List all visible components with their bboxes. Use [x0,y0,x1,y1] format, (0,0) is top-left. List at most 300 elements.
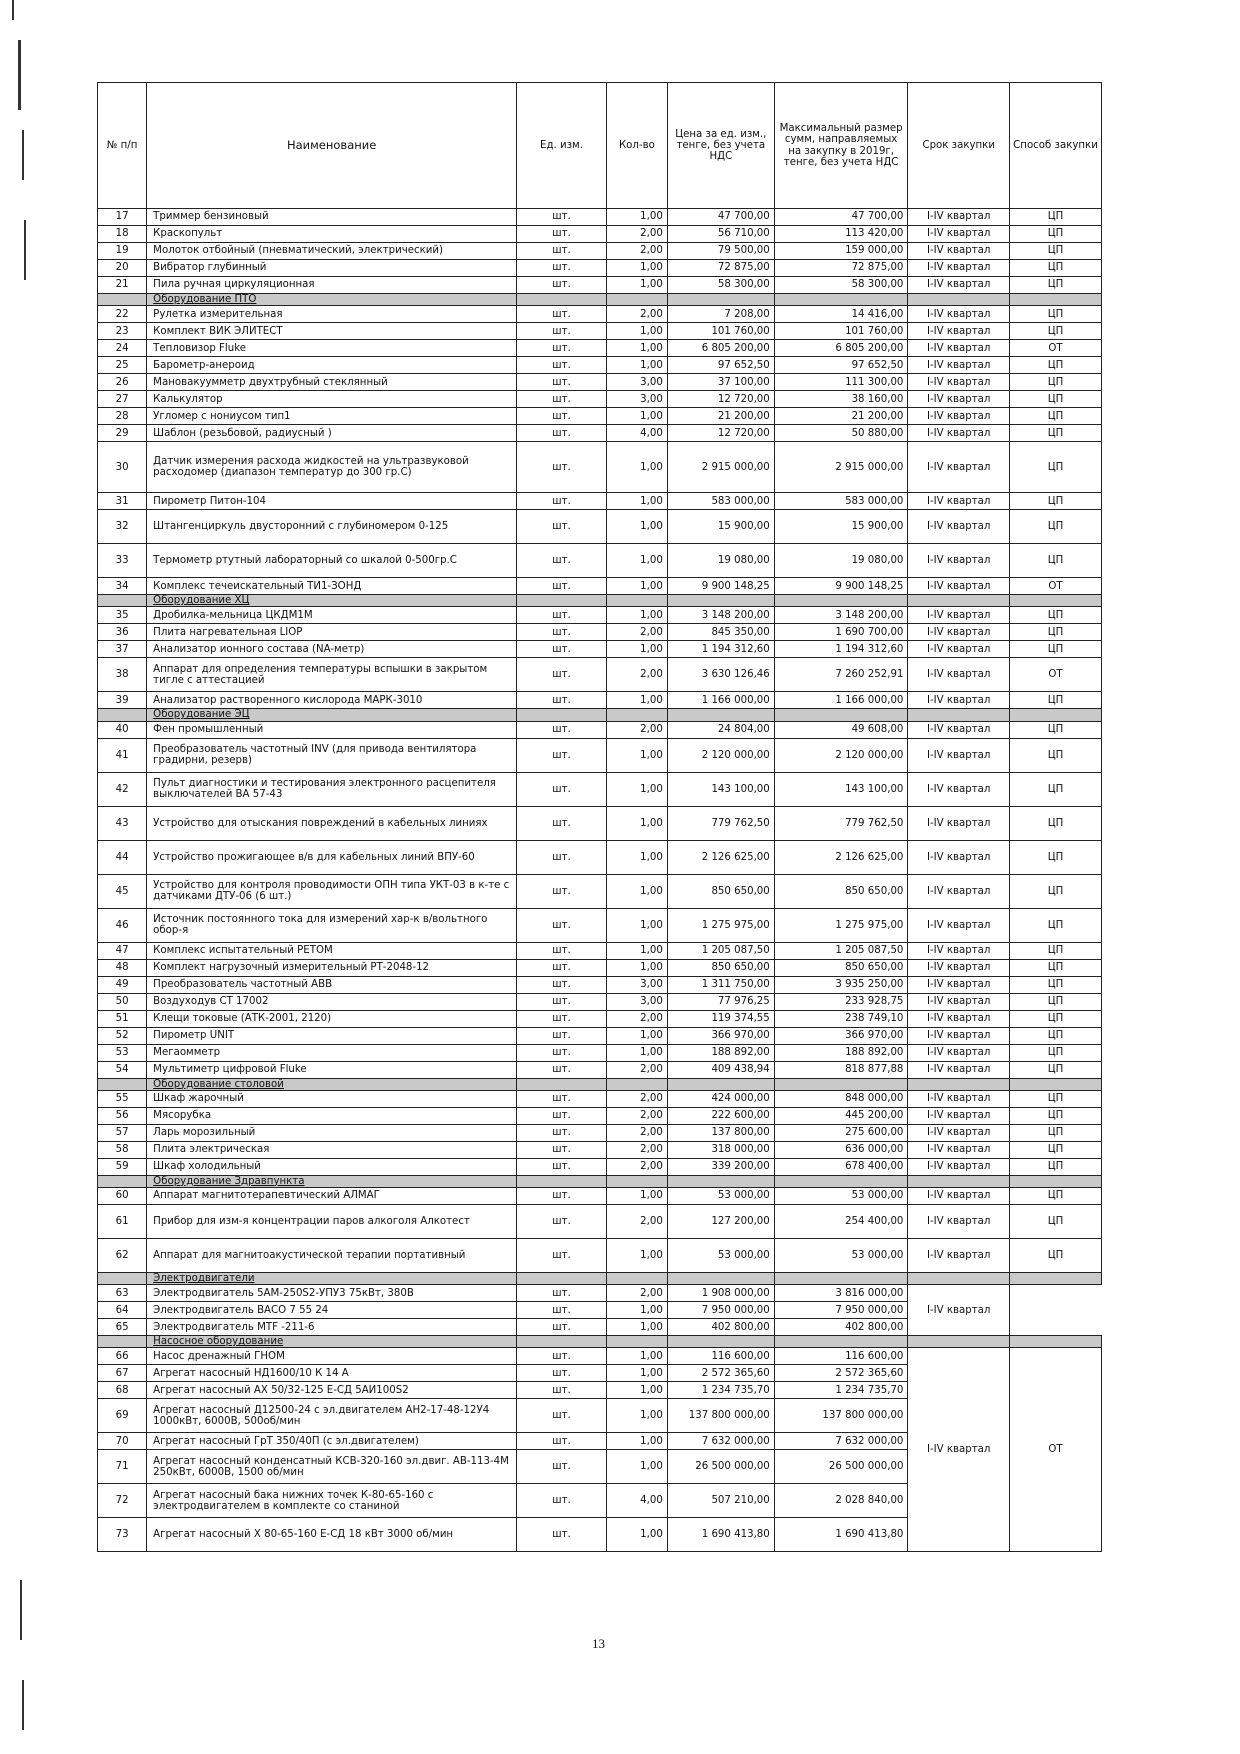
cell-unit: шт. [517,624,607,641]
cell-name: Аппарат для магнитоакустической терапии портативный [147,1239,517,1273]
cell-qty: 1,00 [606,323,667,340]
section-cell [667,595,774,607]
cell-total: 26 500 000,00 [774,1450,908,1484]
section-row [98,1078,1102,1090]
cell-unit: шт. [517,277,607,294]
cell-num: 46 [98,908,147,942]
section-cell [774,1078,908,1090]
cell-method: ЦП [1009,806,1101,840]
cell-unit: шт. [517,840,607,874]
cell-qty: 1,00 [606,493,667,510]
cell-method: ЦП [1009,510,1101,544]
cell-method: ЦП [1009,493,1101,510]
cell-price: 12 720,00 [667,391,774,408]
cell-period: I-IV квартал [908,806,1010,840]
cell-num: 73 [98,1518,147,1552]
cell-price: 507 210,00 [667,1484,774,1518]
cell-name: Датчик измерения расхода жидкостей на ультразвуковой расходомер (диапазон температур до 300 гр.С) [147,442,517,493]
cell-method: ЦП [1009,1188,1101,1205]
table-row [98,1090,1102,1107]
section-cell [517,1336,607,1348]
cell-num: 22 [98,306,147,323]
cell-qty: 2,00 [606,1107,667,1124]
cell-unit: шт. [517,908,607,942]
cell-name: Барометр-анероид [147,357,517,374]
section-cell [774,709,908,721]
cell-num: 25 [98,357,147,374]
cell-name: Вибратор глубинный [147,260,517,277]
section-cell [667,1175,774,1187]
header-price: Цена за ед. изм., тенге, без учета НДС [667,83,774,209]
cell-price: 1 275 975,00 [667,908,774,942]
cell-name: Угломер с нониусом тип1 [147,408,517,425]
cell-method: ЦП [1009,1010,1101,1027]
cell-method: ЦП [1009,942,1101,959]
cell-qty: 1,00 [606,510,667,544]
merged-method-pumps: ОТ [1009,1348,1101,1552]
cell-num: 19 [98,243,147,260]
cell-qty: 2,00 [606,226,667,243]
cell-unit: шт. [517,874,607,908]
cell-total: 2 572 365,60 [774,1365,908,1382]
cell-total: 1 690 700,00 [774,624,908,641]
cell-name: Пульт диагностики и тестирования электронного расцепителя выключателей ВА 57-43 [147,772,517,806]
cell-period: I-IV квартал [908,1188,1010,1205]
cell-qty: 1,00 [606,959,667,976]
cell-unit: шт. [517,493,607,510]
cell-total: 1 690 413,80 [774,1518,908,1552]
cell-method: ЦП [1009,908,1101,942]
table-row [98,1141,1102,1158]
cell-unit: шт. [517,1319,607,1336]
cell-method: ЦП [1009,323,1101,340]
section-cell [606,709,667,721]
cell-period: I-IV квартал [908,544,1010,578]
cell-total: 233 928,75 [774,993,908,1010]
cell-period: I-IV квартал [908,260,1010,277]
cell-qty: 2,00 [606,721,667,738]
cell-num: 40 [98,721,147,738]
cell-unit: шт. [517,1188,607,1205]
cell-qty: 1,00 [606,277,667,294]
section-cell [606,1175,667,1187]
cell-total: 6 805 200,00 [774,340,908,357]
cell-total: 1 194 312,60 [774,641,908,658]
cell-period: I-IV квартал [908,874,1010,908]
cell-price: 339 200,00 [667,1158,774,1175]
cell-total: 9 900 148,25 [774,578,908,595]
table-row [98,442,1102,493]
cell-unit: шт. [517,1010,607,1027]
cell-total: 238 749,10 [774,1010,908,1027]
section-cell [98,1273,147,1285]
section-row [98,709,1102,721]
section-title: Оборудование столовой [147,1078,517,1090]
scan-margin-mark [18,40,21,110]
cell-num: 33 [98,544,147,578]
cell-unit: шт. [517,1484,607,1518]
table-row [98,340,1102,357]
cell-num: 68 [98,1382,147,1399]
table-row [98,544,1102,578]
cell-num: 58 [98,1141,147,1158]
merged-period-motors: I-IV квартал [908,1285,1010,1336]
cell-qty: 1,00 [606,1518,667,1552]
cell-price: 583 000,00 [667,493,774,510]
table-row [98,1348,1102,1365]
cell-num: 60 [98,1188,147,1205]
cell-qty: 1,00 [606,1044,667,1061]
cell-price: 101 760,00 [667,323,774,340]
cell-name: Краскопульт [147,226,517,243]
cell-unit: шт. [517,641,607,658]
section-cell [908,1078,1010,1090]
cell-price: 7 632 000,00 [667,1433,774,1450]
header-qty: Кол-во [606,83,667,209]
cell-method: ЦП [1009,277,1101,294]
cell-method: ЦП [1009,408,1101,425]
table-header-row [98,83,1102,209]
cell-price: 77 976,25 [667,993,774,1010]
cell-method: ЦП [1009,607,1101,624]
cell-period: I-IV квартал [908,908,1010,942]
table-row [98,510,1102,544]
cell-unit: шт. [517,425,607,442]
cell-price: 58 300,00 [667,277,774,294]
cell-qty: 1,00 [606,908,667,942]
scan-margin-mark [20,1580,22,1640]
cell-name: Источник постоянного тока для измерений хар-к в/вольтного обор-я [147,908,517,942]
cell-period: I-IV квартал [908,226,1010,243]
cell-period: I-IV квартал [908,1239,1010,1273]
cell-num: 64 [98,1302,147,1319]
cell-qty: 1,00 [606,260,667,277]
cell-price: 2 915 000,00 [667,442,774,493]
cell-total: 1 275 975,00 [774,908,908,942]
table-row [98,226,1102,243]
cell-num: 36 [98,624,147,641]
cell-num: 23 [98,323,147,340]
cell-num: 52 [98,1027,147,1044]
cell-num: 39 [98,692,147,709]
cell-num: 54 [98,1061,147,1078]
cell-total: 47 700,00 [774,209,908,226]
section-cell [98,1175,147,1187]
cell-total: 38 160,00 [774,391,908,408]
cell-unit: шт. [517,1399,607,1433]
cell-price: 1 166 000,00 [667,692,774,709]
table-row [98,908,1102,942]
table-row [98,607,1102,624]
cell-period: I-IV квартал [908,1107,1010,1124]
cell-name: Агрегат насосный ГрТ 350/40П (с эл.двигателем) [147,1433,517,1450]
section-title: Оборудование ПТО [147,294,517,306]
table-row [98,1044,1102,1061]
cell-num: 42 [98,772,147,806]
section-cell [908,709,1010,721]
table-row [98,306,1102,323]
cell-unit: шт. [517,806,607,840]
cell-unit: шт. [517,578,607,595]
cell-name: Комплект нагрузочный измерительный РТ-2048-12 [147,959,517,976]
cell-price: 222 600,00 [667,1107,774,1124]
section-title: Оборудование Здравпункта [147,1175,517,1187]
cell-total: 2 028 840,00 [774,1484,908,1518]
cell-unit: шт. [517,374,607,391]
cell-total: 1 166 000,00 [774,692,908,709]
cell-name: Плита нагревательная LIOP [147,624,517,641]
cell-name: Электродвигатель ВАСО 7 55 24 [147,1302,517,1319]
section-cell [667,709,774,721]
scan-margin-mark [12,0,14,20]
cell-unit: шт. [517,442,607,493]
cell-method: ЦП [1009,624,1101,641]
cell-method: ЦП [1009,976,1101,993]
section-cell [606,294,667,306]
cell-unit: шт. [517,306,607,323]
cell-method: ЦП [1009,209,1101,226]
cell-unit: шт. [517,544,607,578]
table-row [98,374,1102,391]
cell-num: 30 [98,442,147,493]
cell-total: 3 816 000,00 [774,1285,908,1302]
section-title: Насосное оборудование [147,1336,517,1348]
cell-price: 2 120 000,00 [667,738,774,772]
cell-price: 402 800,00 [667,1319,774,1336]
cell-qty: 1,00 [606,544,667,578]
cell-num: 45 [98,874,147,908]
cell-total: 53 000,00 [774,1239,908,1273]
cell-num: 34 [98,578,147,595]
cell-name: Комплект ВИК ЭЛИТЕСТ [147,323,517,340]
procurement-table [97,82,1102,1552]
cell-unit: шт. [517,1433,607,1450]
table-row [98,408,1102,425]
header-total: Максимальный размер сумм, направляемых на закупку в 2019г, тенге, без учета НДС [774,83,908,209]
cell-period: I-IV квартал [908,840,1010,874]
header-num: № п/п [98,83,147,209]
document-page [97,82,1102,1552]
cell-total: 850 650,00 [774,874,908,908]
cell-period: I-IV квартал [908,578,1010,595]
cell-price: 845 350,00 [667,624,774,641]
cell-price: 1 234 735,70 [667,1382,774,1399]
cell-num: 56 [98,1107,147,1124]
cell-num: 38 [98,658,147,692]
cell-period: I-IV квартал [908,1027,1010,1044]
cell-num: 50 [98,993,147,1010]
cell-period: I-IV квартал [908,425,1010,442]
cell-num: 41 [98,738,147,772]
cell-price: 26 500 000,00 [667,1450,774,1484]
cell-name: Преобразователь частотный АВВ [147,976,517,993]
cell-method: ЦП [1009,721,1101,738]
cell-qty: 3,00 [606,993,667,1010]
table-row [98,874,1102,908]
cell-period: I-IV квартал [908,391,1010,408]
section-cell [1009,1175,1101,1187]
cell-period: I-IV квартал [908,641,1010,658]
section-cell [98,294,147,306]
cell-qty: 1,00 [606,1365,667,1382]
cell-qty: 3,00 [606,391,667,408]
cell-unit: шт. [517,1061,607,1078]
cell-unit: шт. [517,993,607,1010]
table-row [98,738,1102,772]
section-row [98,1273,1102,1285]
page-number: 13 [592,1636,605,1651]
cell-num: 72 [98,1484,147,1518]
cell-total: 137 800 000,00 [774,1399,908,1433]
cell-price: 2 572 365,60 [667,1365,774,1382]
table-row [98,942,1102,959]
cell-name: Штангенциркуль двусторонний с глубиномером 0-125 [147,510,517,544]
section-cell [908,1175,1010,1187]
cell-num: 65 [98,1319,147,1336]
cell-method: ЦП [1009,442,1101,493]
cell-price: 72 875,00 [667,260,774,277]
cell-qty: 1,00 [606,692,667,709]
cell-total: 15 900,00 [774,510,908,544]
cell-method: ЦП [1009,1124,1101,1141]
cell-num: 43 [98,806,147,840]
cell-price: 1 908 000,00 [667,1285,774,1302]
cell-method: ЦП [1009,692,1101,709]
cell-name: Шаблон (резьбовой, радиусный ) [147,425,517,442]
cell-name: Анализатор ионного состава (NA-метр) [147,641,517,658]
cell-num: 48 [98,959,147,976]
cell-total: 50 880,00 [774,425,908,442]
cell-num: 17 [98,209,147,226]
cell-num: 55 [98,1090,147,1107]
cell-num: 31 [98,493,147,510]
cell-num: 69 [98,1399,147,1433]
cell-price: 1 205 087,50 [667,942,774,959]
section-cell [517,294,607,306]
cell-price: 2 126 625,00 [667,840,774,874]
cell-total: 7 260 252,91 [774,658,908,692]
cell-total: 275 600,00 [774,1124,908,1141]
cell-qty: 2,00 [606,243,667,260]
section-cell [606,1336,667,1348]
cell-unit: шт. [517,1090,607,1107]
cell-qty: 1,00 [606,408,667,425]
cell-period: I-IV квартал [908,1044,1010,1061]
cell-num: 70 [98,1433,147,1450]
cell-method: ЦП [1009,874,1101,908]
cell-price: 7 208,00 [667,306,774,323]
cell-period: I-IV квартал [908,942,1010,959]
cell-period: I-IV квартал [908,408,1010,425]
section-cell [667,1336,774,1348]
cell-period: I-IV квартал [908,658,1010,692]
cell-price: 366 970,00 [667,1027,774,1044]
cell-total: 19 080,00 [774,544,908,578]
cell-method: ЦП [1009,1090,1101,1107]
cell-qty: 2,00 [606,1124,667,1141]
cell-method: ЦП [1009,226,1101,243]
cell-period: I-IV квартал [908,976,1010,993]
section-cell [606,1273,667,1285]
cell-num: 44 [98,840,147,874]
section-cell [667,294,774,306]
cell-unit: шт. [517,1027,607,1044]
cell-name: Воздуходув СТ 17002 [147,993,517,1010]
table-row [98,658,1102,692]
table-row [98,1285,1102,1302]
cell-price: 779 762,50 [667,806,774,840]
cell-unit: шт. [517,357,607,374]
cell-price: 143 100,00 [667,772,774,806]
section-cell [908,1273,1010,1285]
cell-total: 402 800,00 [774,1319,908,1336]
cell-num: 59 [98,1158,147,1175]
header-name: Наименование [147,83,517,209]
scan-margin-mark [22,1680,24,1730]
cell-num: 47 [98,942,147,959]
cell-price: 53 000,00 [667,1239,774,1273]
cell-period: I-IV квартал [908,959,1010,976]
cell-name: Комплекс испытательный РЕТОМ [147,942,517,959]
cell-name: Агрегат насосный Д12500-24 с эл.двигателем АН2-17-48-12У4 1000кВт, 6000В, 500об/мин [147,1399,517,1433]
cell-total: 143 100,00 [774,772,908,806]
cell-qty: 2,00 [606,1090,667,1107]
cell-method: ЦП [1009,357,1101,374]
cell-qty: 1,00 [606,340,667,357]
cell-qty: 2,00 [606,1061,667,1078]
cell-name: Шкаф холодильный [147,1158,517,1175]
cell-method: ЦП [1009,1027,1101,1044]
cell-name: Ларь морозильный [147,1124,517,1141]
cell-qty: 1,00 [606,357,667,374]
table-row [98,1061,1102,1078]
section-cell [517,1273,607,1285]
cell-total: 254 400,00 [774,1205,908,1239]
cell-total: 1 205 087,50 [774,942,908,959]
cell-unit: шт. [517,1285,607,1302]
cell-price: 850 650,00 [667,959,774,976]
cell-unit: шт. [517,959,607,976]
section-cell [606,595,667,607]
cell-method: ЦП [1009,260,1101,277]
section-cell [774,1175,908,1187]
cell-period: I-IV квартал [908,306,1010,323]
cell-name: Агрегат насосный АХ 50/32-125 Е-СД 5АИ100S2 [147,1382,517,1399]
cell-qty: 1,00 [606,1382,667,1399]
cell-name: Агрегат насосный бака нижних точек К-80-65-160 с электродвигателем в комплекте со станиной [147,1484,517,1518]
cell-num: 28 [98,408,147,425]
cell-qty: 2,00 [606,1158,667,1175]
cell-unit: шт. [517,260,607,277]
cell-method: ЦП [1009,993,1101,1010]
cell-unit: шт. [517,510,607,544]
cell-method: ЦП [1009,1158,1101,1175]
cell-unit: шт. [517,1205,607,1239]
cell-total: 7 632 000,00 [774,1433,908,1450]
cell-price: 116 600,00 [667,1348,774,1365]
cell-period: I-IV квартал [908,1061,1010,1078]
cell-qty: 1,00 [606,772,667,806]
header-unit: Ед. изм. [517,83,607,209]
cell-period: I-IV квартал [908,692,1010,709]
cell-unit: шт. [517,658,607,692]
cell-num: 37 [98,641,147,658]
cell-unit: шт. [517,1124,607,1141]
table-row [98,578,1102,595]
cell-method: ЦП [1009,1061,1101,1078]
cell-price: 1 311 750,00 [667,976,774,993]
cell-name: Калькулятор [147,391,517,408]
